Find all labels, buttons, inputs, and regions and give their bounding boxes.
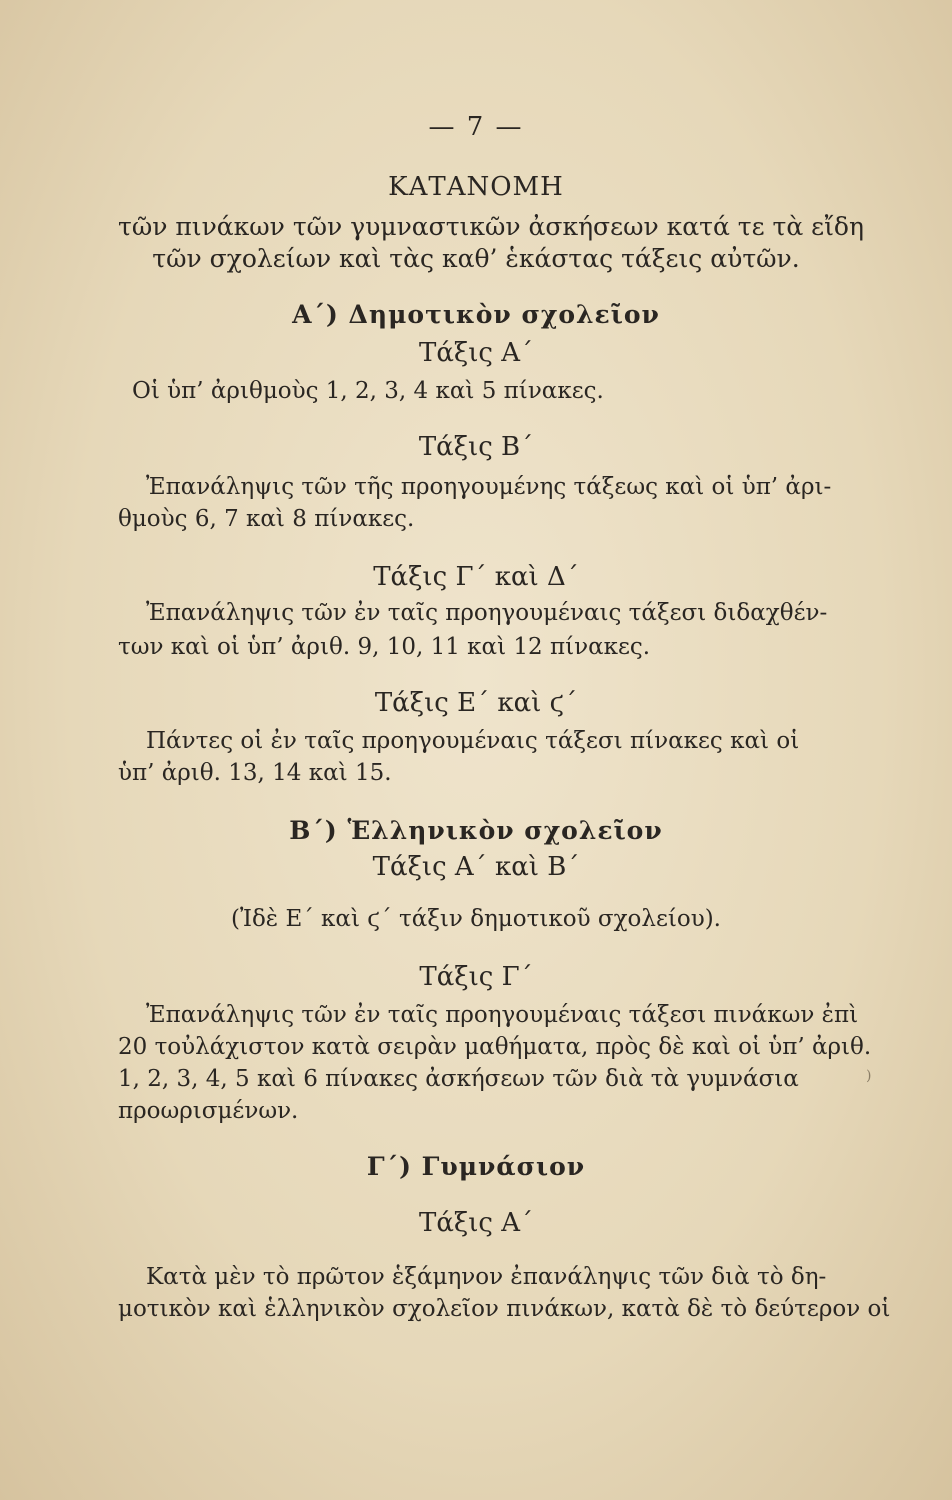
page-title: ΚΑΤΑΝΟΜΗ [388,172,564,202]
class-heading-c1: Τάξις Α΄ [418,1208,534,1238]
text-a56-line-1: Πάντες οἱ ἐν ταῖς προηγουμέναις τάξεσι πίνακες καὶ οἱ [146,728,800,754]
text-a34-line-1: Ἐπανάληψις τῶν ἐν ταῖς προηγουμέναις τάξεσι διδαχθέν- [146,600,828,626]
text-b3-line-3: 1, 2, 3, 4, 5 καὶ 6 πίνακες ἀσκήσεων τῶν διὰ τὰ γυμνάσια [118,1066,799,1092]
class-heading-a2: Τάξις Β΄ [418,432,534,462]
margin-mark: ) [866,1068,872,1084]
text-a56-line-2: ὑπ’ ἀριθ. 13, 14 καὶ 15. [118,760,392,786]
text-b3-line-1: Ἐπανάληψις τῶν ἐν ταῖς προηγουμέναις τάξεσι πινάκων ἐπὶ [146,1002,859,1028]
text-b3-line-2: 20 τοὐλάχιστον κατὰ σειρὰν μαθήματα, πρὸς δὲ καὶ οἱ ὑπ’ ἀριθ. [118,1034,872,1060]
text-b12: (Ἰδὲ Ε΄ καὶ ϛ΄ τάξιν δημοτικοῦ σχολείου). [230,906,721,932]
text-a34-line-2: των καὶ οἱ ὑπ’ ἀριθ. 9, 10, 11 καὶ 12 πίνακες. [118,634,651,660]
text-a1: Οἱ ὑπ’ ἀριθμοὺς 1, 2, 3, 4 καὶ 5 πίνακες. [132,378,604,404]
section-heading-b: Β΄) Ἑλληνικὸν σχολεῖον [289,816,663,845]
text-a2-line-1: Ἐπανάληψις τῶν τῆς προηγουμένης τάξεως καὶ οἱ ὑπ’ ἀρι- [146,474,832,500]
class-heading-b3: Τάξις Γ΄ [419,962,533,992]
class-heading-a1: Τάξις Α΄ [418,338,534,368]
class-heading-a56: Τάξις Ε΄ καὶ ϛ΄ [374,688,578,718]
text-b3-line-4: προωρισμένων. [118,1098,299,1124]
class-heading-a34: Τάξις Γ΄ καὶ Δ΄ [373,562,579,592]
page-number: — 7 — [428,112,524,142]
section-heading-c: Γ΄) Γυμνάσιον [366,1152,586,1181]
text-c1-line-2: μοτικὸν καὶ ἑλληνικὸν σχολεῖον πινάκων, κατὰ δὲ τὸ δεύτερον οἱ [118,1296,891,1322]
text-a2-line-2: θμοὺς 6, 7 καὶ 8 πίνακες. [118,506,415,532]
text-c1-line-1: Κατὰ μὲν τὸ πρῶτον ἑξάμηνον ἐπανάληψις τῶν διὰ τὸ δη- [146,1264,827,1290]
class-heading-b12: Τάξις Α΄ καὶ Β΄ [372,852,580,882]
subtitle-line-2: τῶν σχολείων καὶ τὰς καθ’ ἑκάστας τάξεις αὐτῶν. [152,244,800,273]
subtitle-line-1: τῶν πινάκων τῶν γυμναστικῶν ἀσκήσεων κατά τε τὰ εἴδη [118,212,864,241]
section-heading-a: Α΄) Δημοτικὸν σχολεῖον [292,300,660,329]
